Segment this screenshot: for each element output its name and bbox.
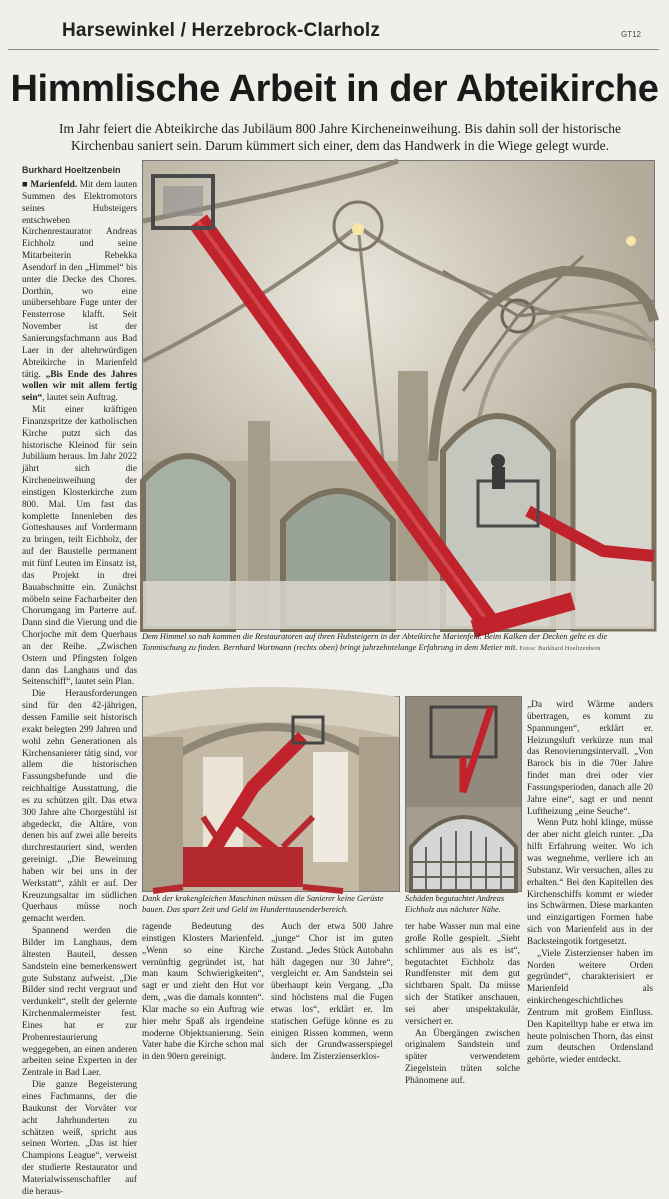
article-column-3	[271, 922, 393, 1068]
photo-credit: Fotos: Burkhard Hoeltzenbein	[519, 645, 601, 652]
article-column-2	[142, 922, 264, 1068]
header-rule	[8, 49, 659, 50]
paragraph: Spannend werden die Bilder im Langhaus, dem ältesten Bauteil, dessen Sandstein eine bemerkenswert gute Substanz aufweist. „Die Bilder sind recht vergraut und verdunkelt“, stellt der gelernte Kirchenmalermeister fest. Eines hat er zur Probenrestaurierung weggegeben, an einen anderen arbeiten seine Experten in der Zentrale in Bad Laer.	[22, 926, 137, 1079]
paragraph: ter habe Wasser nun mal eine große Rolle gespielt. „Sieht schlimmer aus als es ist“, begutachtet Eichholz das Rundfenster mit dem gut sichtbaren Spalt. Da müsse sich der Statiker anschauen, sei aber unspektakulär, versichert er.	[405, 922, 520, 1027]
dateline: ■ Marienfeld.	[22, 180, 78, 190]
paragraph: „Da wird Wärme anders übertragen, es kommt zu Spannungen“, erklärt er. Heizungsluft verkürze nun mal das Renovierungsintervall. „Von Barock bis in die 70er Jahre findet man drei oder vier Fassungsperioden, danach alle 20 Jahre eine“, sagt er und nennt Luftheizung „eine Seuche“.	[527, 700, 653, 817]
window-photo-caption: Schäden begutachtet Andreas Eichholz aus nächster Nähe.	[405, 894, 505, 914]
paragraph: „Viele Zisterzienser haben im Norden weitere Orden gegründet“, charakterisiert er Marienfeld als einkirchengeschichtliches Zentrum mit großem Einfluss. Den Kapitelltyp habe er etwa im heute polnischen Thorn, das einst zum deutschen Ordensland gehörte, wieder entdeckt.	[527, 948, 653, 1066]
photo-rose-window	[405, 696, 522, 892]
paragraph: Auch der etwa 500 Jahre „junge“ Chor ist im guten Zustand. „Jedes Stück Autobahn hält dagegen nur 30 Jahre“, vergleicht er. Am Sandstein sei überhaupt kein Vergang. „Da sind höchstens mal die Fugen etwas los“, erklärt er. Im statischen Gefüge könne es zu einigen Rissen kommen, wenn sich der Grundwasserspiegel ändere. Im Zisterzienserklos-	[271, 922, 393, 1063]
article-column-1	[22, 180, 138, 1197]
article-column-4	[405, 922, 520, 1086]
lift-photo-caption: Dank der krakengleichen Maschinen müssen die Sanierer keine Gerüste bauen. Das spart Zeit und Geld im Hunderttausenderbereich.	[142, 894, 384, 914]
photo-lift-machine	[142, 696, 400, 892]
paragraph: An Übergängen zwischen originalem Sandstein und später verwendetem Ziegelstein träten solche Phänomene auf.	[405, 1028, 520, 1086]
main-photo-church-vault	[142, 160, 655, 630]
headline: Himmlische Arbeit in der Abteikirche	[10, 68, 659, 110]
paragraph: Die Herausforderungen sind für den 42-jährigen, dessen Familie seit historisch exakt belegten 299 Jahren und wohl zehn Generationen als Kirchensanierer tätig sind, vor allem die historischen Fassungsbefunde und die reichhaltige Ausstattung, die es zu schützen gilt. Das etwa 300 Jahre alte Chorgestühl ist abgedeckt, die Altäre, von denen bis auf zwei alle bereits durchrestauriert sind, werden gereinigt. „Die Beweinung haben wir bei uns in der Werkstatt“, zählt er auf. Der Kreuzungsaltar im südlichen Querhaus müsse noch gemacht werden.	[22, 689, 137, 925]
paragraph: ragende Bedeutung des einstigen Klosters Marienfeld. „Wenn so eine Kirche vernünftig gegründet ist, hat man kaum Schwierigkeiten“, sagt er und zieht den Hut vor dem, „was die damals konnten“. Klar mache so ein Auftrag wie hier mehr Spaß als irgendeine moderne Objektsanierung. Sein Vater habe die Kirche schon mal in den 90ern gereinigt.	[142, 922, 264, 1063]
page-code: GT12	[620, 30, 641, 39]
paragraph: Die ganze Begeisterung eines Fachmanns, der die Baukunst der Vorväter vor acht Jahrhunderten zu schätzen weiß, spricht aus seinen Worten. „Das ist hier Champions League“, verweist der studierte Restaurator und Materialwissenschaftler auf die heraus-	[22, 1080, 137, 1197]
article-column-5	[527, 700, 653, 1068]
paragraph: ■ Marienfeld. Mit dem lauten Summen des Elektromotors seines Hubsteigers entschweben Kirchenrestaurator Andreas Eichholz und seine Mitarbeiterin Rebekka Asendorf in den „Himmel“ bis unter die Decke des Chores. Dorthin, wo eine unübersehbare Fuge unter der Fensterrose klafft. Seit November ist der Sanierungsfachmann aus Bad Laer in der altehrwürdigen Abteikirche in Marienfeld tätig. „Bis Ende des Jahres wollen wir mit allem fertig sein“, lautet sein Auftrag.	[22, 180, 138, 404]
paragraph: Mit einer kräftigen Finanzspritze der katholischen Kirche putzt sich das historische Kleinod für sein Jubiläum heraus. Im Jahr 2022 jährt sich die Kircheneinweihung der einstigen Klosterkirche zum 800. Mal. Um fast das komplette Innenleben des Gotteshauses auf Vordermann zu bringen, teilt Eichholz, der auf der Baustelle permanent mit fünf Leuten im Einsatz ist, das Projekt in drei Bauabschnitte ein. Zunächst möbeln seine Facharbeiter den Chorumgang im Parterre auf. Dann sind die Vierung und die Chorjoche mit dem Querhaus an der Reihe. „Zwischen Ostern und Pfingsten folgen dann das Langhaus und das Seitenschiff“, lautet sein Plan.	[22, 405, 137, 688]
main-photo-caption: Dem Himmel so nah kommen die Restauratoren auf ihren Hubsteigern in der Abteikirche Marienfeld. Beim Kalken der Decken gelte es die Tonmischung zu finden. Bernhard Wortmann (rechts oben) bringt jahrzehntelange Erfahrung in dem Metier mit. Fotos: Burkhard Hoeltzenbein	[142, 632, 608, 652]
author-byline: Burkhard Hoeltzenbein	[22, 165, 121, 175]
paragraph: Wenn Putz hohl klinge, müsse der aber nicht gleich runter. „Da hilft Erfahrung weiter. Wo ich was wegnehme, verliere ich an Substanz. Wir versuchen, alles zu erhalten.“ Bei den Kapitellen des Kirchenschiffs kommt er wieder ins Schwärmen. Diese markanten und einzigartigen Formen habe sich von Marienfeld aus in der Backsteingotik fortgesetzt.	[527, 818, 653, 947]
section-header: Harsewinkel / Herzebrock-Clarholz	[62, 20, 381, 41]
lead-paragraph: Im Jahr feiert die Abteikirche das Jubiläum 800 Jahre Kircheneinweihung. Bis dahin soll der historische Kirchenbau saniert sein. Darum kümmert sich einer, dem das Handwerk in die Wiege gelegt wurde.	[59, 121, 621, 153]
